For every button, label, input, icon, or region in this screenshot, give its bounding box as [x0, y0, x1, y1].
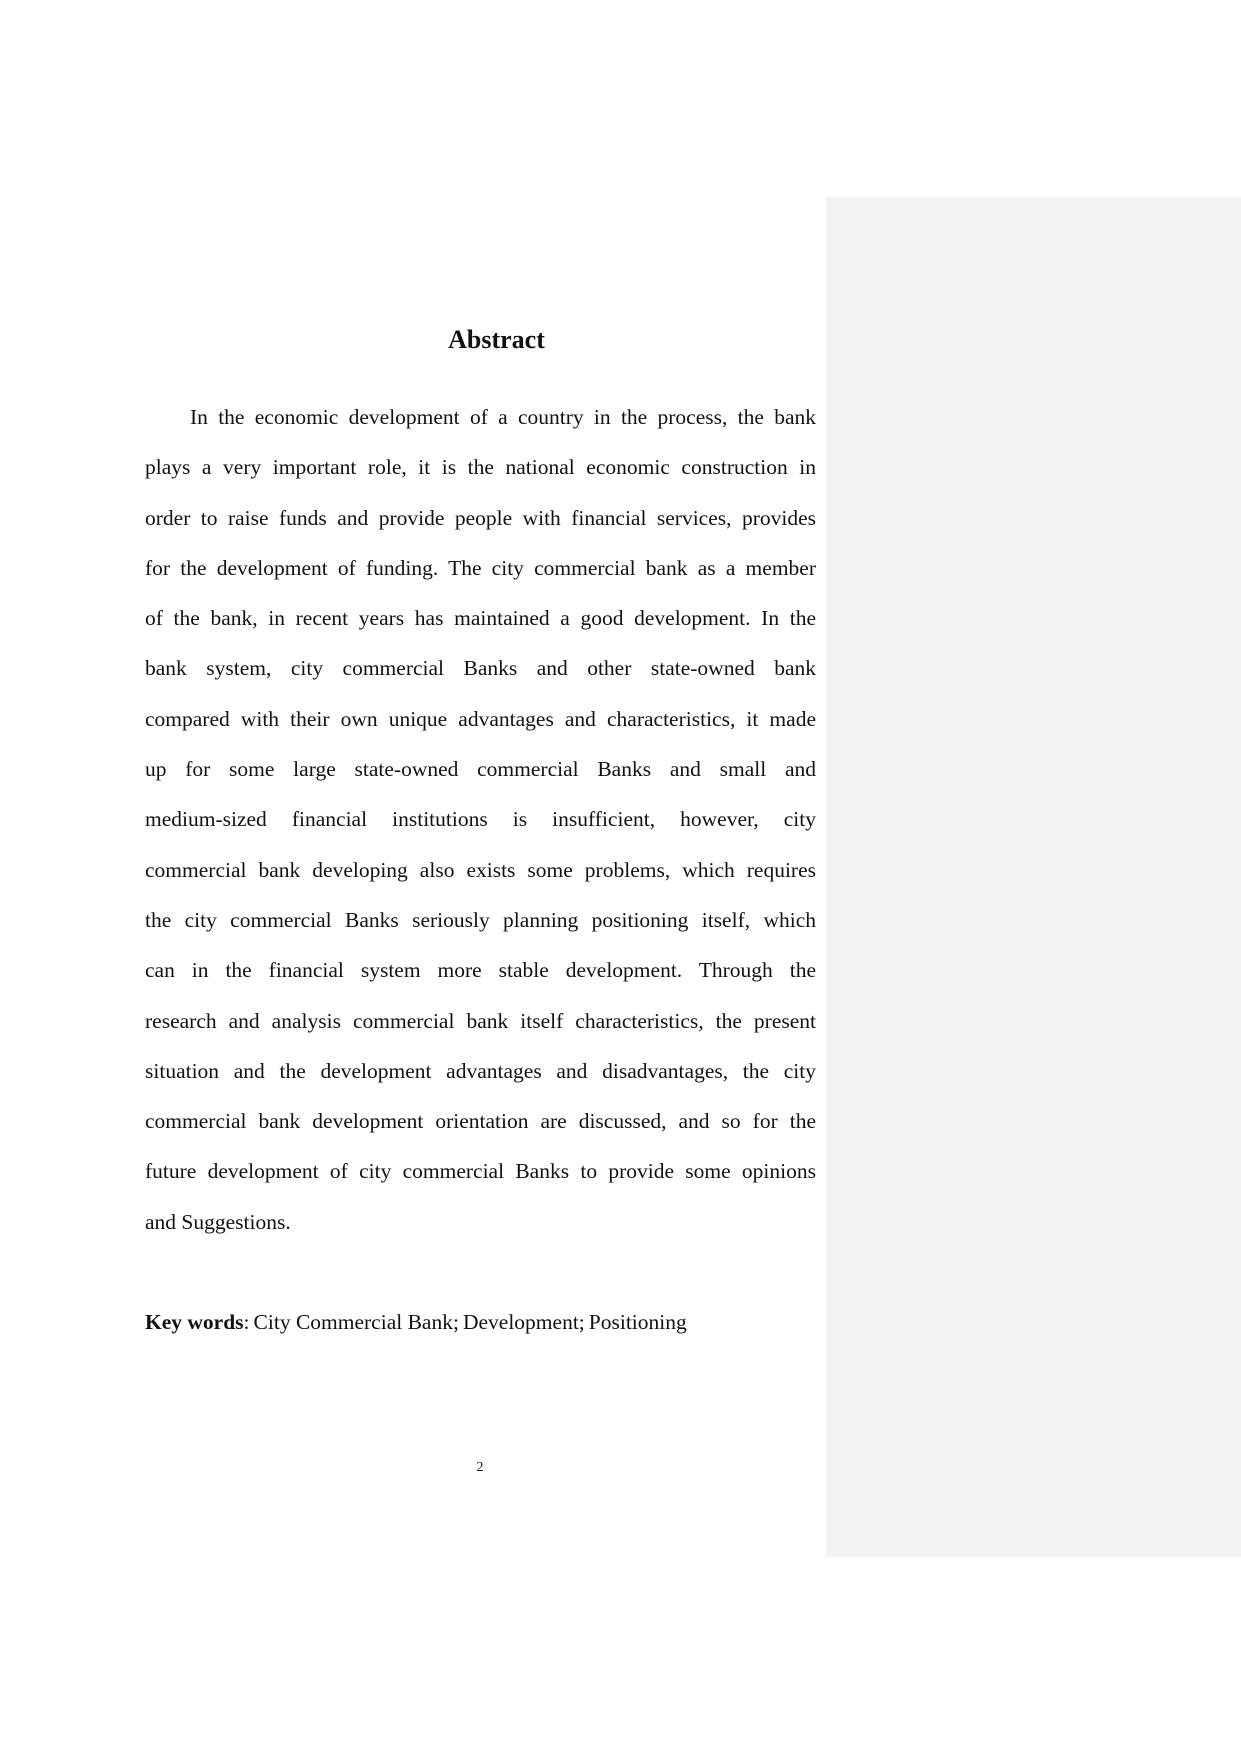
page-number: 2 — [476, 1460, 484, 1475]
keyword-item: City Commercial Bank — [253, 1310, 453, 1334]
abstract-body — [145, 392, 816, 1247]
abstract-line: bank system, city commercial Banks and other state-owned bank — [145, 656, 816, 681]
comment-pane — [826, 197, 1241, 1557]
abstract-line: In the economic development of a country in the process, the bank — [190, 405, 816, 429]
keywords-label-separator: : — [243, 1310, 250, 1334]
abstract-line: of the bank, in recent years has maintained a good development. In the — [145, 606, 816, 631]
keyword-item: Development — [462, 1310, 579, 1334]
abstract-line: medium-sized financial institutions is insufficient, however, city — [145, 807, 816, 832]
keywords-label: Key words — [145, 1310, 244, 1334]
keywords-line — [145, 1302, 687, 1342]
abstract-line: can in the financial system more stable development. Through the — [145, 958, 816, 983]
abstract-line: compared with their own unique advantages and characteristics, it made — [145, 706, 816, 731]
abstract-line: for the development of funding. The city commercial bank as a member — [145, 555, 816, 580]
abstract-line: commercial bank development orientation are discussed, and so for the — [145, 1109, 816, 1134]
abstract-line: up for some large state-owned commercial Banks and small and — [145, 757, 816, 782]
abstract-line: and Suggestions. — [145, 1209, 291, 1234]
abstract-line: situation and the development advantages and disadvantages, the city — [145, 1058, 816, 1083]
abstract-line: order to raise funds and provide people with financial services, provides — [145, 505, 816, 530]
keyword-separator: ; — [452, 1310, 459, 1334]
keyword-item: Positioning — [588, 1310, 687, 1334]
keyword-separator: ; — [578, 1310, 585, 1334]
abstract-line: commercial bank developing also exists some problems, which requires — [145, 857, 816, 882]
abstract-line: research and analysis commercial bank itself characteristics, the present — [145, 1008, 816, 1033]
abstract-line: plays a very important role, it is the national economic construction in — [145, 455, 816, 480]
abstract-line: the city commercial Banks seriously planning positioning itself, which — [145, 907, 816, 932]
abstract-line: future development of city commercial Banks to provide some opinions — [145, 1159, 816, 1184]
abstract-title: Abstract — [448, 325, 545, 354]
